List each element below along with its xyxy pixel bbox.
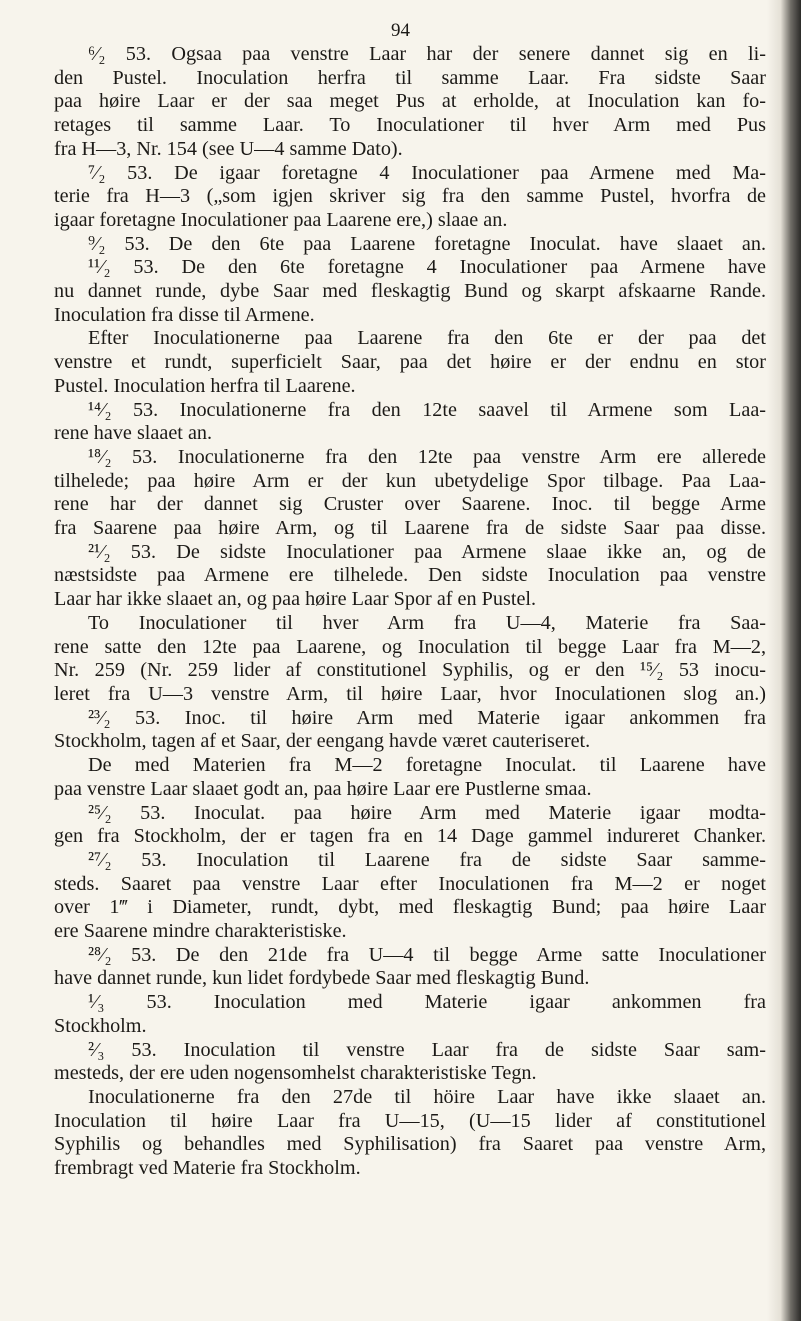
text-line: Stockholm, tagen af et Saar, der eengang havde været cauteriseret.: [54, 730, 591, 753]
text-line: rene har der dannet sig Cruster over Saarene. Inoc. til begge Arme: [54, 493, 766, 516]
text-line: ²⁵⁄₂ 53. Inoculat. paa høire Arm med Materie igaar modta-: [88, 801, 766, 824]
text-line: Efter Inoculationerne paa Laarene fra den 6te er der paa det: [88, 327, 766, 350]
text-line: den Pustel. Inoculation herfra til samme Laar. Fra sidste Saar: [54, 66, 766, 89]
text-line: paa venstre Laar slaaet godt an, paa høire Laar ere Pustlerne smaa.: [54, 777, 592, 800]
text-line: mesteds, der ere uden nogensomhelst charakteristiske Tegn.: [54, 1062, 537, 1085]
text-line: ²⁄₃ 53. Inoculation til venstre Laar fra de sidste Saar sam-: [88, 1038, 766, 1061]
text-line: De med Materien fra M—2 foretagne Inoculat. til Laarene have: [88, 754, 766, 777]
page-edge-shadow: [767, 0, 801, 1321]
text-line: leret fra U—3 venstre Arm, til høire Laar, hvor Inoculationen slog an.): [54, 682, 766, 705]
text-line: ²³⁄₂ 53. Inoc. til høire Arm med Materie igaar ankommen fra: [88, 706, 766, 729]
text-line: paa høire Laar er der saa meget Pus at erholde, at Inoculation kan fo-: [54, 90, 766, 113]
text-line: ⁷⁄₂ 53. De igaar foretagne 4 Inoculationer paa Armene med Ma-: [88, 161, 766, 184]
text-line: ¹⁴⁄₂ 53. Inoculationerne fra den 12te saavel til Armene som Laa-: [88, 398, 766, 421]
text-line: ¹¹⁄₂ 53. De den 6te foretagne 4 Inoculationer paa Armene have: [88, 256, 766, 279]
text-line: igaar foretagne Inoculationer paa Laarene ere,) slaae an.: [54, 208, 508, 231]
text-line: ⁶⁄₂ 53. Ogsaa paa venstre Laar har der senere dannet sig en li-: [88, 43, 766, 65]
text-line: To Inoculationer til hver Arm fra U—4, Materie fra Saa-: [88, 611, 766, 634]
text-line: nu dannet runde, dybe Saar med fleskagtig Bund og skarpt afskaarne Rande.: [54, 280, 766, 303]
text-line: ⁹⁄₂ 53. De den 6te paa Laarene foretagne Inoculat. have slaaet an.: [88, 232, 766, 255]
text-line: Syphilis og behandles med Syphilisation) fra Saaret paa venstre Arm,: [54, 1133, 766, 1156]
text-line: retages til samme Laar. To Inoculationer til hver Arm med Pus: [54, 114, 766, 137]
text-line: terie fra H—3 („som igjen skriver sig fra den samme Pustel, hvorfra de: [54, 185, 766, 208]
text-line: ²⁸⁄₂ 53. De den 21de fra U—4 til begge Arme satte Inoculationer: [88, 943, 766, 966]
text-line: fra H—3, Nr. 154 (see U—4 samme Dato).: [54, 137, 403, 160]
text-line: ¹⁸⁄₂ 53. Inoculationerne fra den 12te paa venstre Arm ere allerede: [88, 445, 766, 468]
text-line: ere Saarene mindre charakteristiske.: [54, 920, 347, 943]
text-line: ²⁷⁄₂ 53. Inoculation til Laarene fra de sidste Saar samme-: [88, 848, 766, 871]
text-line: Nr. 259 (Nr. 259 lider af constitutionel Syphilis, og er den ¹⁵⁄₂ 53 inocu-: [54, 659, 766, 682]
page-number: 94: [391, 20, 410, 41]
text-line: rene have slaaet an.: [54, 422, 213, 445]
text-line: over 1‴ i Diameter, rundt, dybt, med fleskagtig Bund; paa høire Laar: [54, 896, 766, 919]
text-line: frembragt ved Materie fra Stockholm.: [54, 1157, 361, 1180]
text-line: Laar har ikke slaaet an, og paa høire Laar Spor af en Pustel.: [54, 588, 537, 611]
body-text: [54, 43, 766, 1181]
text-line: gen fra Stockholm, der er tagen fra en 14 Dage gammel indureret Chanker.: [54, 825, 766, 848]
text-line: Inoculationerne fra den 27de til höire Laar have ikke slaaet an.: [88, 1085, 766, 1108]
text-line: Pustel. Inoculation herfra til Laarene.: [54, 374, 356, 397]
text-line: rene satte den 12te paa Laarene, og Inoculation til begge Laar fra M—2,: [54, 635, 766, 658]
text-line: steds. Saaret paa venstre Laar efter Inoculationen fra M—2 er noget: [54, 872, 766, 895]
text-line: have dannet runde, kun lidet fordybede Saar med fleskagtig Bund.: [54, 967, 590, 990]
text-line: fra Saarene paa høire Arm, og til Laarene fra de sidste Saar paa disse.: [54, 517, 766, 540]
text-line: næstsidste paa Armene ere tilhelede. Den sidste Inoculation paa venstre: [54, 564, 766, 587]
text-line: venstre et rundt, superficielt Saar, paa det høire er der endnu en stor: [54, 351, 766, 374]
text-line: tilhelede; paa høire Arm er der kun ubetydelige Spor tilbage. Paa Laa-: [54, 469, 766, 492]
text-line: ¹⁄₃ 53. Inoculation med Materie igaar ankommen fra: [88, 991, 766, 1014]
text-line: Stockholm.: [54, 1014, 147, 1037]
text-line: Inoculation til høire Laar fra U—15, (U—15 lider af constitutionel: [54, 1109, 766, 1132]
text-line: Inoculation fra disse til Armene.: [54, 303, 315, 326]
text-line: ²¹⁄₂ 53. De sidste Inoculationer paa Armene slaae ikke an, og de: [88, 540, 766, 563]
